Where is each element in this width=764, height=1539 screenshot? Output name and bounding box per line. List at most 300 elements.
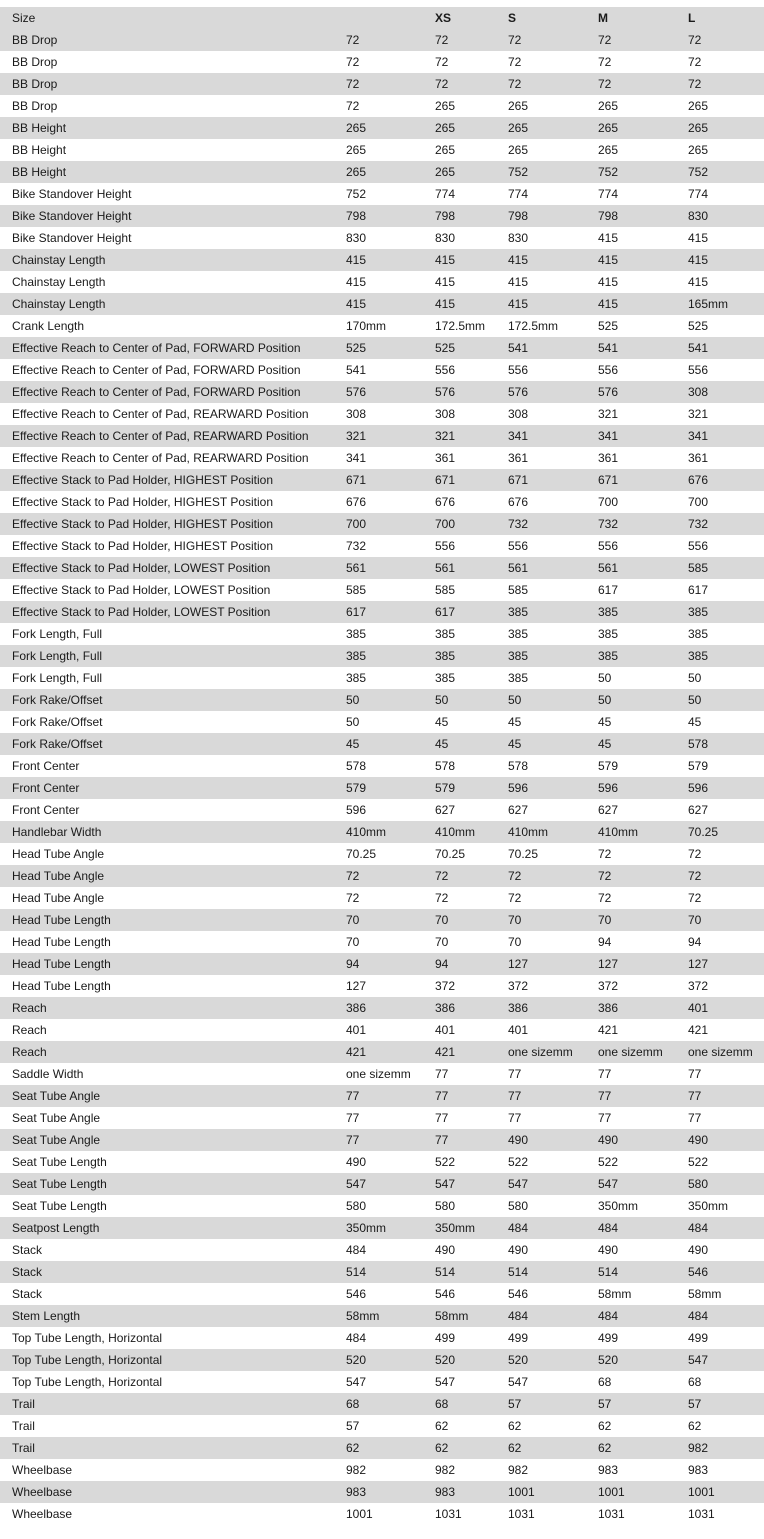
table-cell-value-m: 484 <box>586 1217 676 1239</box>
table-cell-value-m: 72 <box>598 891 612 905</box>
table-cell-value-xs: 774 <box>435 187 456 201</box>
table-cell-value-xs: 265 <box>435 143 456 157</box>
table-cell-value-xs: 522 <box>435 1155 456 1169</box>
table-cell-measurement-label: Effective Stack to Pad Holder, LOWEST Position <box>0 601 334 623</box>
table-cell-value-l: 341 <box>676 425 764 447</box>
table-cell-value-l: 499 <box>688 1331 709 1345</box>
table-cell-value-xs: 265 <box>423 117 496 139</box>
table-row <box>0 315 764 337</box>
table-cell-value-m: 1031 <box>598 1507 625 1521</box>
table-cell-value-xs: 547 <box>435 1375 456 1389</box>
table-cell-value-s: 415 <box>496 293 586 315</box>
table-cell-value-xs: 62 <box>423 1437 496 1459</box>
table-row <box>0 1283 764 1305</box>
table-cell-value-m: 499 <box>598 1331 619 1345</box>
table-cell-value-m: 525 <box>598 319 619 333</box>
table-cell-value-m: 385 <box>586 645 676 667</box>
table-cell-value-col-1: 385 <box>346 671 367 685</box>
table-cell-value-s: 547 <box>508 1375 529 1389</box>
table-row <box>0 249 764 271</box>
table-row <box>0 799 764 821</box>
table-cell-value-s: 265 <box>508 99 529 113</box>
table-cell-value-s: 386 <box>496 997 586 1019</box>
table-cell-measurement-label: Effective Stack to Pad Holder, HIGHEST Position <box>12 539 274 553</box>
table-cell-value-xs: 45 <box>423 733 496 755</box>
table-cell-value-l: 58mm <box>688 1287 722 1301</box>
table-cell-value-m: 350mm <box>598 1199 639 1213</box>
table-cell-measurement-label: BB Drop <box>12 55 58 69</box>
table-cell-value-l: 50 <box>676 689 764 711</box>
table-cell-value-m: 415 <box>598 275 619 289</box>
table-cell-value-l: 547 <box>676 1349 764 1371</box>
table-cell-value-m: 547 <box>586 1173 676 1195</box>
table-row <box>0 667 764 689</box>
table-cell-value-l: 578 <box>676 733 764 755</box>
table-cell-measurement-label: Seat Tube Length <box>12 1155 107 1169</box>
table-cell-value-xs: 77 <box>423 1129 496 1151</box>
table-cell-value-xs: 798 <box>423 205 496 227</box>
table-cell-value-col-1: 77 <box>334 1085 423 1107</box>
table-cell-value-l: 774 <box>688 187 709 201</box>
table-row <box>0 205 764 227</box>
table-cell-value-col-1: 72 <box>334 865 423 887</box>
table-cell-value-s: 415 <box>496 249 586 271</box>
table-cell-value-s: 401 <box>508 1023 529 1037</box>
table-cell-value-xs: 520 <box>423 1349 496 1371</box>
table-row <box>0 293 764 315</box>
table-cell-measurement-label: Chainstay Length <box>0 249 334 271</box>
table-cell-value-s: 798 <box>496 205 586 227</box>
table-row <box>0 29 764 51</box>
table-cell-value-xs: 265 <box>423 161 496 183</box>
table-cell-value-l: 983 <box>688 1463 709 1477</box>
table-cell-value-xs: 308 <box>435 407 456 421</box>
table-cell-value-s: 385 <box>496 601 586 623</box>
table-cell-value-s: 547 <box>496 1173 586 1195</box>
table-cell-value-col-1: 580 <box>346 1199 367 1213</box>
table-cell-value-s: 752 <box>496 161 586 183</box>
table-cell-value-col-1: 415 <box>334 293 423 315</box>
table-cell-value-s: 484 <box>496 1305 586 1327</box>
table-cell-measurement-label: Effective Reach to Center of Pad, REARWARD Position <box>0 425 334 447</box>
table-cell-value-m: 410mm <box>586 821 676 843</box>
table-cell-value-col-1: 514 <box>334 1261 423 1283</box>
table-cell-value-xs: 70 <box>435 935 449 949</box>
table-cell-value-l: 265 <box>676 117 764 139</box>
table-cell-value-xs: 617 <box>423 601 496 623</box>
table-cell-measurement-label: Seat Tube Angle <box>0 1129 334 1151</box>
table-cell-value-xs: 499 <box>435 1331 456 1345</box>
table-row <box>0 1239 764 1261</box>
table-cell-value-m: 265 <box>598 99 619 113</box>
table-cell-value-xs: 77 <box>435 1111 449 1125</box>
table-cell-measurement-label: Stack <box>0 1261 334 1283</box>
table-row <box>0 645 764 667</box>
table-cell-value-m: 385 <box>586 601 676 623</box>
table-cell-value-s: 62 <box>508 1419 522 1433</box>
table-cell-value-l: 484 <box>676 1305 764 1327</box>
table-cell-value-l: 401 <box>676 997 764 1019</box>
table-cell-value-xs: 983 <box>423 1481 496 1503</box>
table-cell-value-xs: 386 <box>423 997 496 1019</box>
table-cell-measurement-label: Top Tube Length, Horizontal <box>12 1331 163 1345</box>
table-cell-measurement-label: Front Center <box>12 803 80 817</box>
table-cell-value-col-1: 676 <box>346 495 367 509</box>
table-cell-value-m: 415 <box>586 293 676 315</box>
table-cell-value-s: 50 <box>496 689 586 711</box>
table-cell-value-s: 385 <box>496 645 586 667</box>
table-cell-value-l: 265 <box>688 99 709 113</box>
table-cell-value-l: 700 <box>688 495 709 509</box>
table-cell-value-s: 676 <box>508 495 529 509</box>
table-cell-value-m: 72 <box>598 847 612 861</box>
table-cell-value-s: 70 <box>508 935 522 949</box>
table-cell-value-s: 372 <box>508 979 529 993</box>
table-cell-measurement-label: Top Tube Length, Horizontal <box>12 1375 163 1389</box>
table-cell-measurement-label: Head Tube Length <box>12 935 111 949</box>
table-cell-value-m: 490 <box>598 1243 619 1257</box>
table-cell-value-xs: 58mm <box>423 1305 496 1327</box>
table-cell-value-s: 57 <box>496 1393 586 1415</box>
table-row <box>0 491 764 513</box>
table-cell-measurement-label: Chainstay Length <box>12 275 106 289</box>
table-row <box>0 1305 764 1327</box>
table-cell-value-xs: 415 <box>423 249 496 271</box>
table-row <box>0 139 764 161</box>
table-cell-value-col-1: 62 <box>334 1437 423 1459</box>
table-cell-value-col-1: 1001 <box>346 1507 373 1521</box>
table-cell-value-m: 732 <box>586 513 676 535</box>
table-cell-value-s: 62 <box>496 1437 586 1459</box>
table-row <box>0 755 764 777</box>
table-cell-value-m: 265 <box>598 143 619 157</box>
table-cell-value-l: 72 <box>676 73 764 95</box>
table-cell-value-col-1: 546 <box>346 1287 367 1301</box>
table-cell-value-m: 490 <box>586 1129 676 1151</box>
table-cell-value-col-1: 983 <box>334 1481 423 1503</box>
table-row <box>0 1393 764 1415</box>
table-cell-value-col-1: 385 <box>346 627 367 641</box>
table-cell-value-m: 671 <box>586 469 676 491</box>
table-cell-value-col-1: 520 <box>334 1349 423 1371</box>
table-cell-value-xs: 525 <box>423 337 496 359</box>
table-cell-value-l: 830 <box>676 205 764 227</box>
table-cell-measurement-label: Effective Reach to Center of Pad, REARWARD Position <box>12 407 309 421</box>
table-cell-value-m: 983 <box>598 1463 619 1477</box>
table-cell-value-l: 57 <box>676 1393 764 1415</box>
table-row <box>0 51 764 73</box>
table-cell-value-m: 62 <box>586 1437 676 1459</box>
table-cell-value-xs: 361 <box>435 451 456 465</box>
table-cell-value-xs: 556 <box>435 363 456 377</box>
table-cell-value-l: 72 <box>688 847 702 861</box>
table-cell-value-m: 77 <box>598 1067 612 1081</box>
table-cell-value-s: 514 <box>496 1261 586 1283</box>
table-cell-value-col-1: 401 <box>346 1023 367 1037</box>
table-header <box>0 7 764 29</box>
table-cell-measurement-label: Fork Length, Full <box>12 627 103 641</box>
table-cell-measurement-label: Seat Tube Length <box>12 1199 107 1213</box>
table-row <box>0 1129 764 1151</box>
table-cell-measurement-label: Saddle Width <box>12 1067 84 1081</box>
table-cell-measurement-label: BB Height <box>0 117 334 139</box>
table-cell-value-col-1: 490 <box>346 1155 367 1169</box>
table-cell-value-xs: 62 <box>435 1419 449 1433</box>
table-cell-value-l: 415 <box>688 231 709 245</box>
geometry-table <box>0 7 764 1525</box>
table-cell-value-s: 72 <box>496 29 586 51</box>
table-row <box>0 997 764 1019</box>
table-cell-value-m: 798 <box>586 205 676 227</box>
table-cell-measurement-label: Stack <box>12 1287 43 1301</box>
table-cell-value-col-1: 350mm <box>334 1217 423 1239</box>
table-cell-value-l: 77 <box>688 1067 702 1081</box>
table-cell-value-col-1: 308 <box>346 407 367 421</box>
table-cell-value-xs: 415 <box>435 275 456 289</box>
table-cell-measurement-label: BB Height <box>0 161 334 183</box>
table-cell-value-xs: 72 <box>435 891 449 905</box>
table-cell-value-l: 385 <box>688 627 709 641</box>
table-cell-value-m: 415 <box>586 249 676 271</box>
table-cell-value-l: 556 <box>688 539 709 553</box>
table-cell-value-s: 72 <box>508 55 522 69</box>
table-cell-measurement-label: Stack <box>12 1243 43 1257</box>
table-cell-value-col-1: 265 <box>346 143 367 157</box>
table-cell-value-m: 72 <box>586 73 676 95</box>
table-cell-measurement-label: Wheelbase <box>12 1507 73 1521</box>
table-cell-measurement-label: Chainstay Length <box>0 293 334 315</box>
table-cell-value-s: 774 <box>508 187 529 201</box>
table-cell-value-col-1: 410mm <box>334 821 423 843</box>
table-cell-value-m: 386 <box>586 997 676 1019</box>
table-row <box>0 865 764 887</box>
table-cell-value-xs: 94 <box>423 953 496 975</box>
table-cell-value-l: 350mm <box>688 1199 729 1213</box>
table-cell-measurement-label: Top Tube Length, Horizontal <box>0 1349 334 1371</box>
table-row <box>0 161 764 183</box>
table-cell-value-xs: 385 <box>423 645 496 667</box>
table-cell-value-l: 70.25 <box>676 821 764 843</box>
table-cell-measurement-label: Trail <box>12 1419 35 1433</box>
header-cell-blank <box>334 7 423 29</box>
table-cell-value-xs: 70 <box>423 909 496 931</box>
table-cell-value-xs: 401 <box>435 1023 456 1037</box>
table-cell-measurement-label: Trail <box>0 1393 334 1415</box>
table-cell-value-xs: 415 <box>423 293 496 315</box>
table-row <box>0 1481 764 1503</box>
table-cell-value-l: 546 <box>676 1261 764 1283</box>
table-cell-measurement-label: Effective Reach to Center of Pad, REARWARD Position <box>12 451 309 465</box>
table-cell-value-xs: 45 <box>435 715 449 729</box>
table-cell-value-l: 732 <box>676 513 764 535</box>
table-cell-measurement-label: Effective Stack to Pad Holder, HIGHEST Position <box>12 495 274 509</box>
table-cell-value-col-1: 547 <box>334 1173 423 1195</box>
table-cell-value-l: 361 <box>688 451 709 465</box>
table-cell-value-col-1: 421 <box>334 1041 423 1063</box>
table-cell-value-m: 321 <box>598 407 619 421</box>
table-cell-value-xs: 561 <box>423 557 496 579</box>
table-cell-value-s: 561 <box>496 557 586 579</box>
table-row <box>0 1327 764 1349</box>
table-cell-value-m: 58mm <box>598 1287 632 1301</box>
table-cell-value-m: 774 <box>598 187 619 201</box>
table-cell-value-col-1: 72 <box>334 29 423 51</box>
table-cell-value-col-1: 547 <box>346 1375 367 1389</box>
table-cell-value-l: 94 <box>688 935 702 949</box>
table-cell-measurement-label: Reach <box>0 1041 334 1063</box>
table-cell-value-l: 579 <box>688 759 709 773</box>
table-row <box>0 1195 764 1217</box>
table-cell-value-l: 596 <box>676 777 764 799</box>
table-cell-value-col-1: 72 <box>346 55 360 69</box>
table-cell-measurement-label: Wheelbase <box>0 1481 334 1503</box>
table-cell-value-col-1: 385 <box>334 645 423 667</box>
table-row <box>0 1503 764 1525</box>
table-cell-value-col-1: 127 <box>346 979 367 993</box>
table-cell-measurement-label: Head Tube Length <box>0 909 334 931</box>
table-cell-value-m: 57 <box>586 1393 676 1415</box>
header-cell-xs: XS <box>423 7 496 29</box>
table-cell-measurement-label: Front Center <box>12 759 80 773</box>
table-cell-value-l: 72 <box>676 29 764 51</box>
table-cell-value-s: 415 <box>508 275 529 289</box>
table-row <box>0 711 764 733</box>
table-row <box>0 1107 764 1129</box>
table-cell-value-l: 415 <box>688 275 709 289</box>
table-cell-value-col-1: 982 <box>346 1463 367 1477</box>
table-cell-measurement-label: Effective Stack to Pad Holder, LOWEST Position <box>0 557 334 579</box>
table-row <box>0 1085 764 1107</box>
table-cell-value-l: 165mm <box>676 293 764 315</box>
table-cell-value-l: 617 <box>688 583 709 597</box>
table-cell-value-l: 982 <box>676 1437 764 1459</box>
table-cell-measurement-label: Effective Stack to Pad Holder, LOWEST Position <box>12 583 271 597</box>
table-cell-value-col-1: 576 <box>334 381 423 403</box>
table-cell-value-col-1: 386 <box>334 997 423 1019</box>
table-cell-value-xs: 1031 <box>435 1507 462 1521</box>
table-cell-value-col-1: 671 <box>334 469 423 491</box>
table-cell-value-col-1: 585 <box>346 583 367 597</box>
table-cell-value-col-1: 72 <box>334 73 423 95</box>
table-cell-value-xs: 70.25 <box>435 847 466 861</box>
table-cell-value-s: 308 <box>508 407 529 421</box>
table-cell-value-s: 77 <box>508 1067 522 1081</box>
table-cell-value-l: 484 <box>676 1217 764 1239</box>
table-cell-value-l: one sizemm <box>676 1041 764 1063</box>
table-row <box>0 931 764 953</box>
table-row <box>0 623 764 645</box>
table-cell-value-m: 415 <box>598 231 619 245</box>
table-cell-measurement-label: Front Center <box>0 777 334 799</box>
table-cell-value-l: 490 <box>676 1129 764 1151</box>
table-cell-value-s: 520 <box>496 1349 586 1371</box>
table-cell-value-s: 576 <box>496 381 586 403</box>
table-cell-value-s: 77 <box>508 1111 522 1125</box>
table-cell-value-m: 77 <box>598 1111 612 1125</box>
table-cell-value-m: 596 <box>586 777 676 799</box>
table-cell-measurement-label: BB Drop <box>12 99 58 113</box>
table-cell-value-m: 72 <box>598 55 612 69</box>
table-cell-measurement-label: Fork Length, Full <box>0 645 334 667</box>
header-cell-l: L <box>676 7 764 29</box>
table-cell-value-col-1: 50 <box>334 689 423 711</box>
table-cell-measurement-label: Bike Standover Height <box>12 231 132 245</box>
header-row <box>0 7 764 29</box>
table-cell-value-col-1: 321 <box>334 425 423 447</box>
table-cell-value-col-1: 70.25 <box>346 847 377 861</box>
table-row <box>0 1415 764 1437</box>
table-cell-measurement-label: Fork Length, Full <box>12 671 103 685</box>
table-cell-value-m: 561 <box>586 557 676 579</box>
table-cell-measurement-label: Reach <box>12 1023 47 1037</box>
table-cell-value-m: 579 <box>598 759 619 773</box>
table-cell-value-l: 752 <box>676 161 764 183</box>
table-row <box>0 821 764 843</box>
table-row <box>0 1173 764 1195</box>
table-row <box>0 689 764 711</box>
table-row <box>0 227 764 249</box>
table-cell-value-m: 50 <box>598 671 612 685</box>
table-cell-value-m: 627 <box>598 803 619 817</box>
table-cell-value-s: 541 <box>496 337 586 359</box>
table-cell-value-col-1: 94 <box>334 953 423 975</box>
table-cell-value-xs: 372 <box>435 979 456 993</box>
table-cell-value-col-1: 70 <box>346 935 360 949</box>
table-cell-value-l: 77 <box>688 1111 702 1125</box>
table-cell-measurement-label: Head Tube Length <box>0 953 334 975</box>
table-cell-value-s: 627 <box>508 803 529 817</box>
table-cell-value-col-1: 57 <box>346 1419 360 1433</box>
table-cell-value-xs: 410mm <box>423 821 496 843</box>
table-cell-value-xs: 72 <box>423 73 496 95</box>
table-cell-value-col-1: 77 <box>346 1111 360 1125</box>
table-cell-value-m: 617 <box>598 583 619 597</box>
table-cell-value-xs: 350mm <box>423 1217 496 1239</box>
table-row <box>0 975 764 997</box>
table-cell-measurement-label: Bike Standover Height <box>0 205 334 227</box>
table-cell-measurement-label: Seat Tube Angle <box>0 1085 334 1107</box>
table-cell-value-l: 77 <box>676 1085 764 1107</box>
table-cell-value-s: 45 <box>508 715 522 729</box>
table-cell-value-s: 70.25 <box>508 847 539 861</box>
table-cell-value-s: 982 <box>508 1463 529 1477</box>
table-cell-value-col-1: 341 <box>346 451 367 465</box>
table-cell-value-l: 525 <box>688 319 709 333</box>
table-cell-value-m: 70 <box>586 909 676 931</box>
table-row <box>0 337 764 359</box>
table-cell-value-l: 72 <box>676 865 764 887</box>
table-row <box>0 953 764 975</box>
table-cell-measurement-label: Effective Reach to Center of Pad, FORWARD Position <box>0 337 334 359</box>
table-row <box>0 535 764 557</box>
table-cell-value-col-1: 77 <box>334 1129 423 1151</box>
table-cell-value-l: 68 <box>688 1375 702 1389</box>
table-row <box>0 403 764 425</box>
table-cell-value-col-1: 541 <box>346 363 367 377</box>
table-cell-value-s: 546 <box>508 1287 529 1301</box>
table-cell-value-m: 72 <box>586 865 676 887</box>
table-row <box>0 183 764 205</box>
table-cell-value-xs: 72 <box>423 29 496 51</box>
header-cell-s: S <box>496 7 586 29</box>
table-cell-value-xs: 627 <box>435 803 456 817</box>
table-cell-measurement-label: Head Tube Angle <box>12 891 105 905</box>
table-cell-value-s: 490 <box>508 1243 529 1257</box>
table-cell-value-col-1: 525 <box>334 337 423 359</box>
table-cell-value-l: 321 <box>688 407 709 421</box>
table-row <box>0 1019 764 1041</box>
table-row <box>0 777 764 799</box>
